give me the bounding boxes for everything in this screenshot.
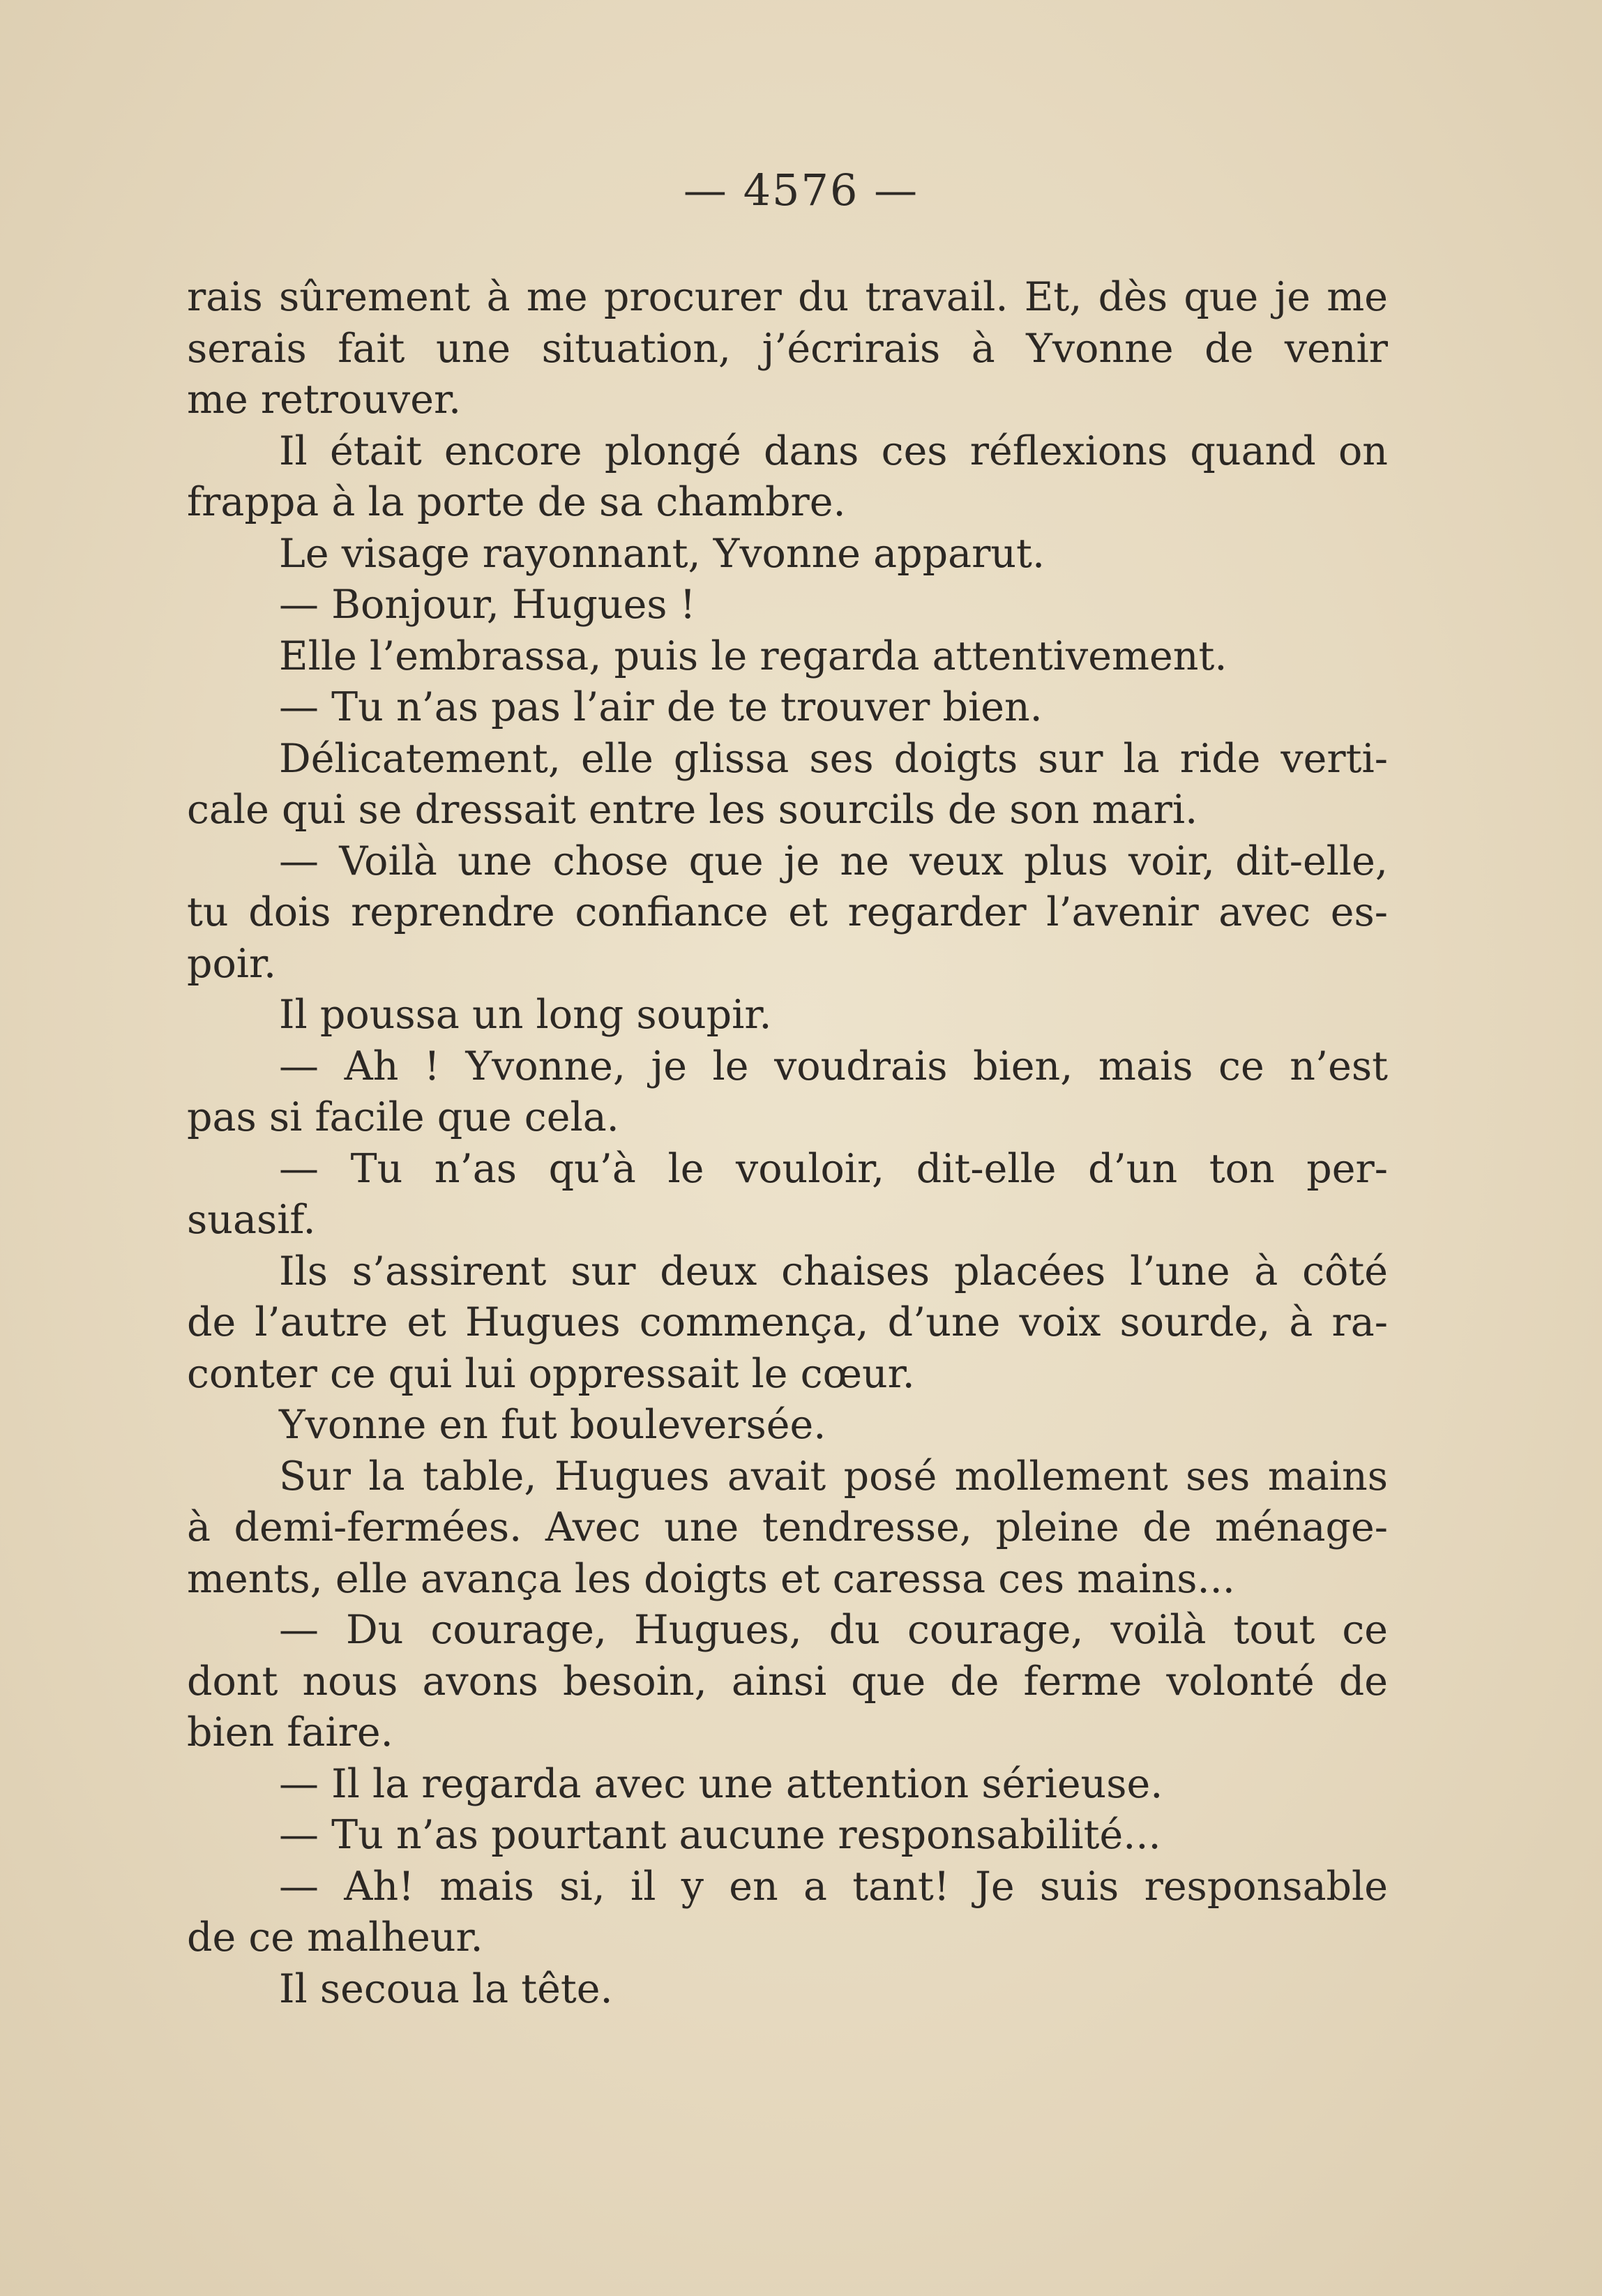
text-line: Yvonne en fut bouleversée. bbox=[279, 1402, 826, 1448]
text-line: Il secoua la tête. bbox=[279, 1965, 613, 2012]
text-line: Sur la table, Hugues avait posé mollement ses mains bbox=[279, 1453, 1388, 1500]
text-line: — Ah! mais si, il y en a tant! Je suis responsable bbox=[279, 1863, 1388, 1910]
text-line: — Ah ! Yvonne, je le voudrais bien, mais ce n’est bbox=[279, 1043, 1388, 1089]
text-line: Il était encore plongé dans ces réflexions quand on bbox=[279, 428, 1388, 474]
text-line: Délicatement, elle glissa ses doigts sur la ride verti- bbox=[279, 735, 1388, 782]
text-line: de l’autre et Hugues commença, d’une voix sourde, à ra- bbox=[187, 1299, 1388, 1345]
text-line: serais fait une situation, j’écrirais à Yvonne de venir bbox=[187, 325, 1388, 372]
text-line: tu dois reprendre confiance et regarder l’avenir avec es- bbox=[187, 889, 1388, 935]
text-line: — Tu n’as qu’à le vouloir, dit-elle d’un ton per- bbox=[279, 1145, 1388, 1192]
text-line: pas si facile que cela. bbox=[187, 1094, 619, 1140]
text-line: ments, elle avança les doigts et caressa ces mains... bbox=[187, 1555, 1235, 1602]
text-line: — Voilà une chose que je ne veux plus voir, dit-elle, bbox=[279, 838, 1388, 884]
text-line: Il poussa un long soupir. bbox=[279, 992, 772, 1038]
text-line: cale qui se dressait entre les sourcils de son mari. bbox=[187, 787, 1198, 833]
text-line: bien faire. bbox=[187, 1709, 393, 1755]
text-line: suasif. bbox=[187, 1197, 316, 1243]
text-line: dont nous avons besoin, ainsi que de ferme volonté de bbox=[187, 1658, 1388, 1705]
page-number: — 4576 — bbox=[683, 165, 919, 216]
text-line: — Bonjour, Hugues ! bbox=[279, 582, 696, 628]
text-line: — Tu n’as pourtant aucune responsabilité... bbox=[279, 1812, 1161, 1858]
text-line: me retrouver. bbox=[187, 377, 462, 423]
text-line: — Tu n’as pas l’air de te trouver bien. bbox=[279, 684, 1043, 730]
text-line: Ils s’assirent sur deux chaises placées l’une à côté bbox=[279, 1248, 1388, 1294]
body-text bbox=[187, 272, 1388, 2015]
text-line: frappa à la porte de sa chambre. bbox=[187, 479, 846, 525]
text-line: à demi-fermées. Avec une tendresse, pleine de ménage- bbox=[187, 1504, 1388, 1550]
text-line: de ce malheur. bbox=[187, 1914, 483, 1961]
text-line: rais sûrement à me procurer du travail. Et, dès que je me bbox=[187, 274, 1388, 320]
text-line: — Du courage, Hugues, du courage, voilà tout ce bbox=[279, 1607, 1388, 1653]
text-line: poir. bbox=[187, 940, 277, 987]
text-line: conter ce qui lui oppressait le cœur. bbox=[187, 1350, 915, 1397]
text-line: Elle l’embrassa, puis le regarda attentivement. bbox=[279, 633, 1227, 679]
text-line: Le visage rayonnant, Yvonne apparut. bbox=[279, 530, 1045, 577]
text-line: — Il la regarda avec une attention sérieuse. bbox=[279, 1760, 1163, 1807]
